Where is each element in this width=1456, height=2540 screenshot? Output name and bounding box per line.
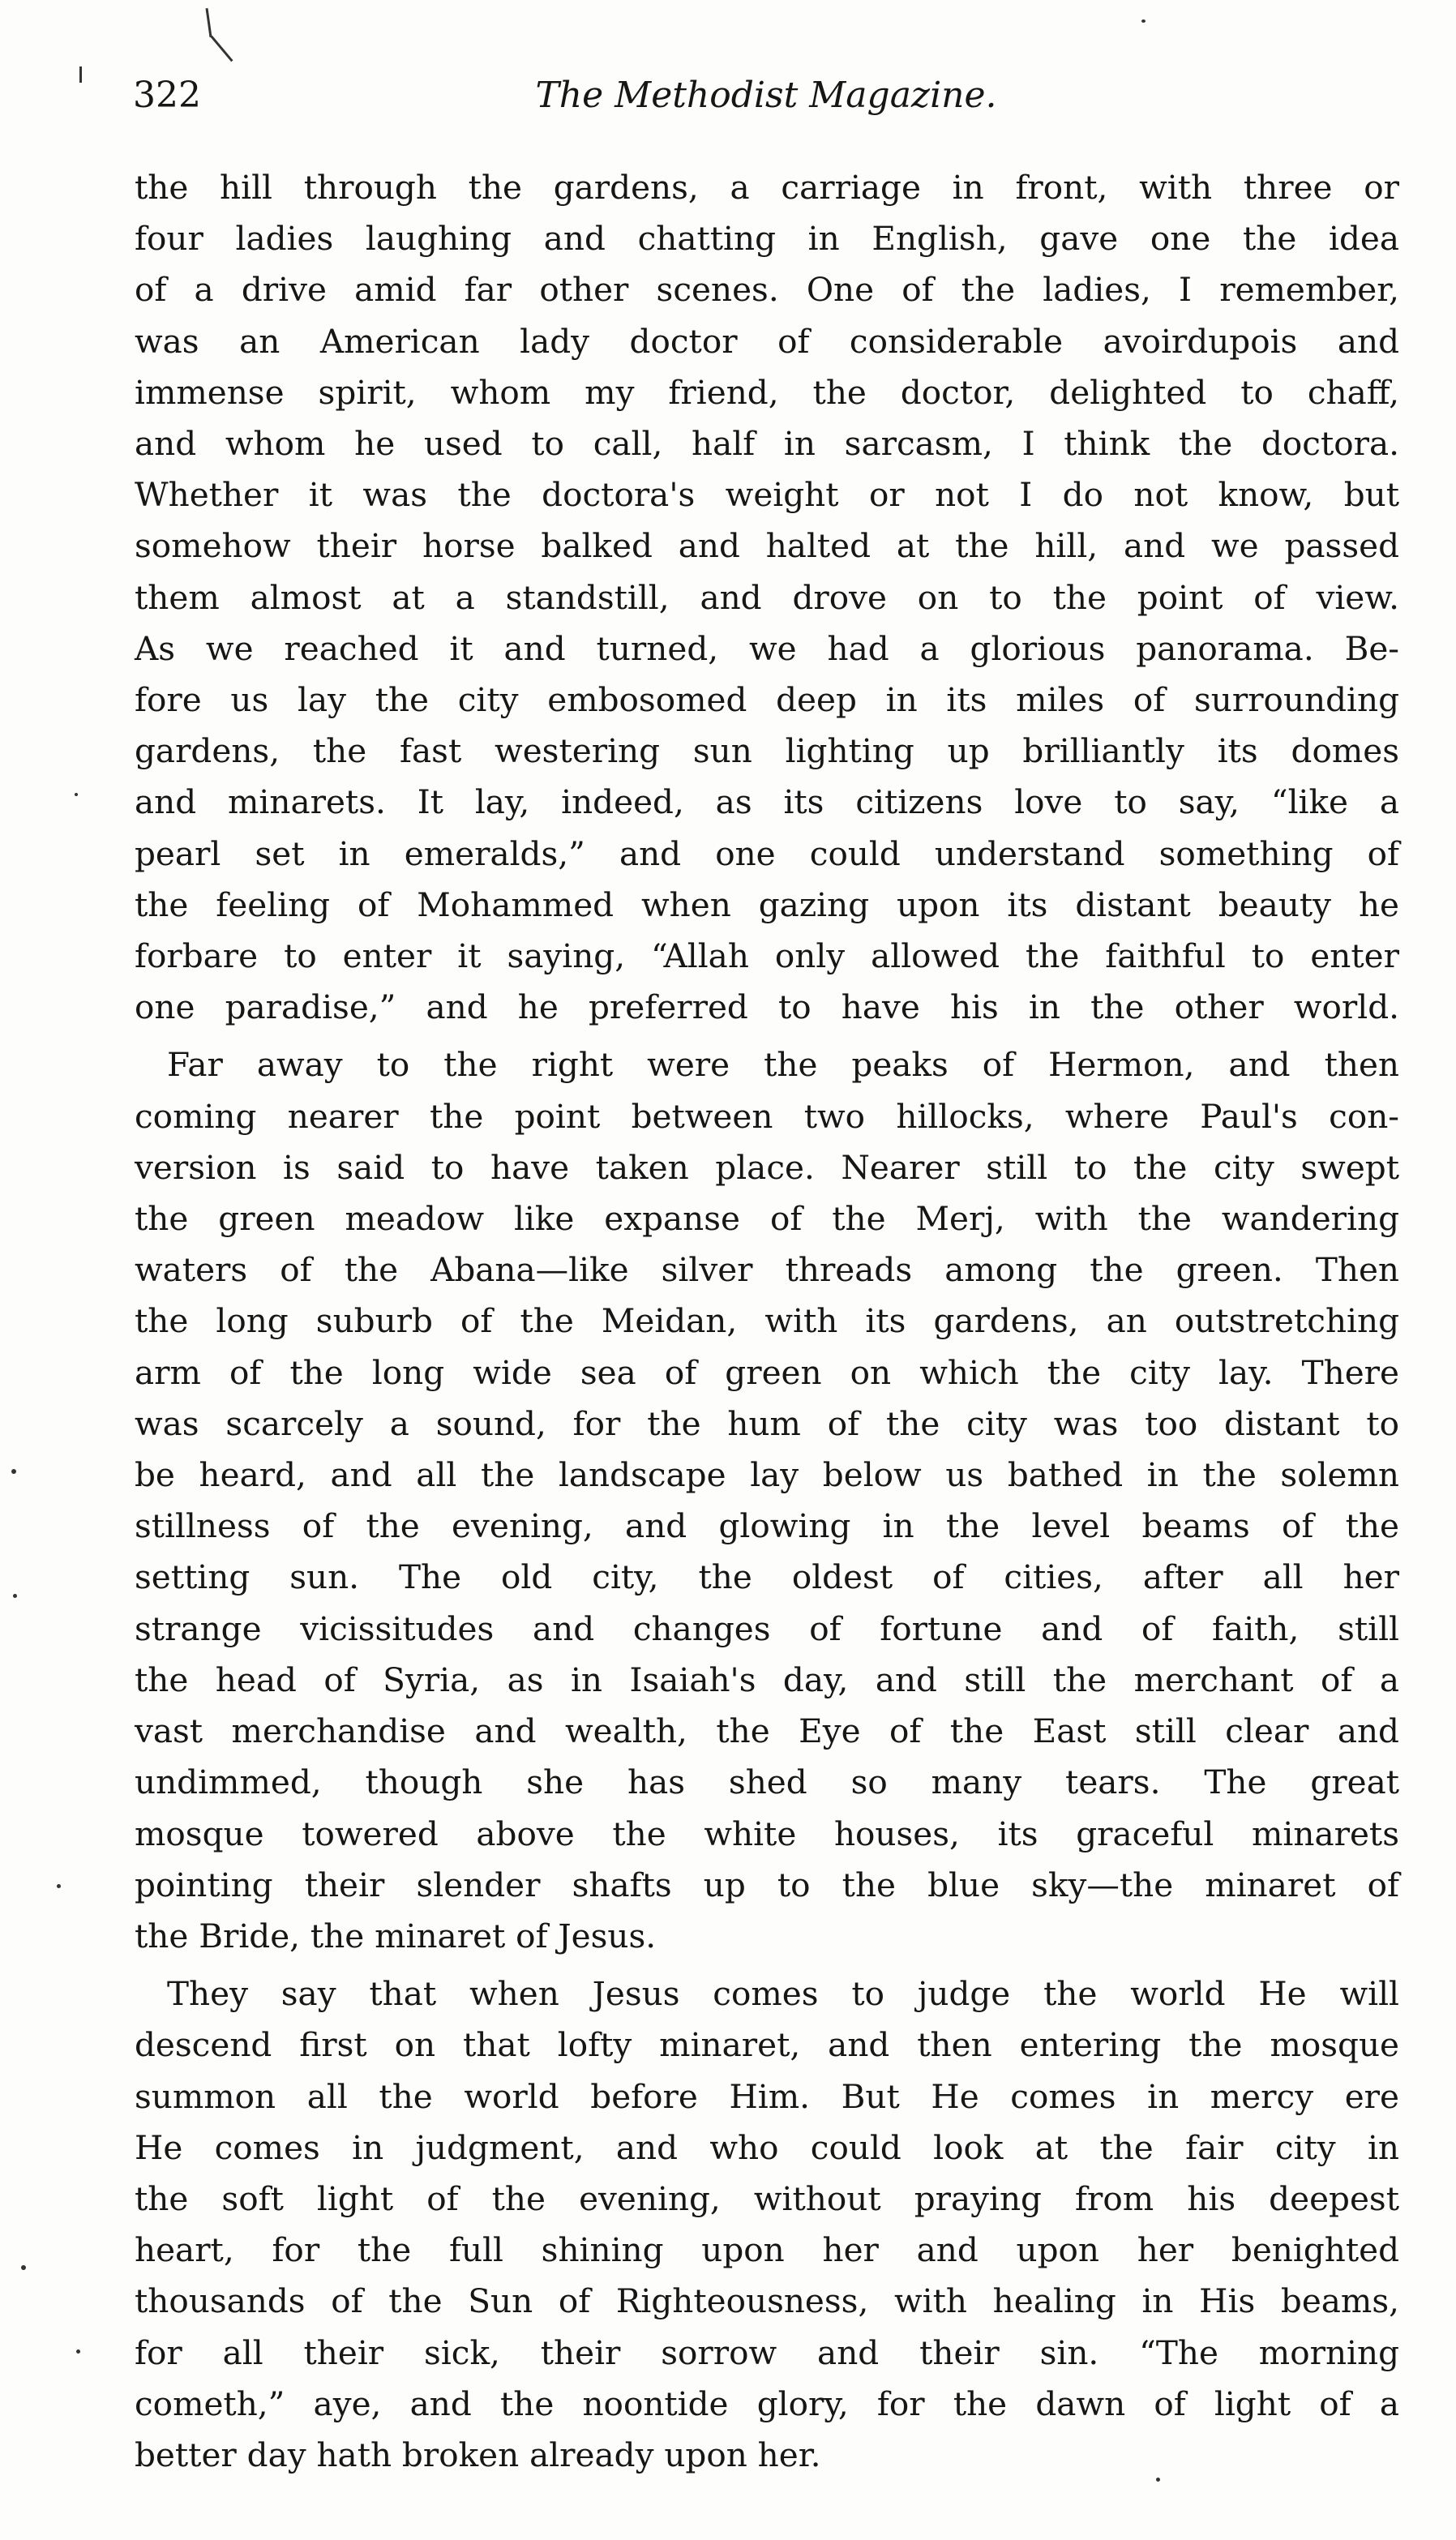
text-line: pointing their slender shafts up to the blue sky—the minaret of (135, 1865, 1399, 1904)
text-line: strange vicissitudes and changes of fortune and of faith, still (135, 1608, 1399, 1648)
text-line: the Bride, the minaret of Jesus. (135, 1916, 657, 1955)
text-line: forbare to enter it saying, “Allah only allowed the faithful to enter (135, 936, 1399, 976)
text-line: was scarcely a sound, for the hum of the city was too distant to (135, 1403, 1399, 1443)
text-line: version is said to have taken place. Nearer still to the city swept (135, 1147, 1399, 1187)
margin-speck (57, 1884, 61, 1888)
text-line: Whether it was the doctora's weight or not I do not know, but (135, 475, 1399, 515)
text-line: setting sun. The old city, the oldest of cities, after all her (135, 1557, 1399, 1597)
margin-speck (13, 1594, 17, 1598)
text-line: vast merchandise and wealth, the Eye of the East still clear and (135, 1711, 1399, 1751)
text-line: and minarets. It lay, indeed, as its citizens love to say, “like a (135, 782, 1399, 822)
margin-speck (75, 793, 78, 796)
text-line: for all their sick, their sorrow and their sin. “The morning (135, 2332, 1399, 2372)
text-line: summon all the world before Him. But He comes in mercy ere (135, 2076, 1399, 2116)
text-line: the head of Syria, as in Isaiah's day, and still the merchant of a (135, 1660, 1399, 1699)
text-line: cometh,” aye, and the noontide glory, for the dawn of light of a (135, 2384, 1399, 2423)
text-line: He comes in judgment, and who could look at the fair city in (135, 2127, 1399, 2167)
margin-mark (206, 8, 212, 37)
text-line: mosque towered above the white houses, its graceful minarets (135, 1814, 1399, 1853)
text-line: undimmed, though she has shed so many tears. The great (135, 1763, 1399, 1802)
paragraph-1 (135, 162, 1399, 1033)
margin-speck (76, 2349, 80, 2354)
text-line: the long suburb of the Meidan, with its gardens, an outstretching (135, 1301, 1399, 1341)
paragraph-2 (135, 1039, 1399, 1962)
text-line: was an American lady doctor of considerable avoirdupois and (135, 321, 1399, 361)
article-body (135, 162, 1399, 2481)
text-line: the green meadow like expanse of the Merj, with the wandering (135, 1199, 1399, 1239)
text-line: heart, for the full shining upon her and upon her benighted (135, 2230, 1399, 2270)
text-line: Far away to the right were the peaks of Hermon, and then (167, 1045, 1399, 1085)
page-header (130, 71, 1402, 120)
text-line: of a drive amid far other scenes. One of the ladies, I remember, (135, 270, 1399, 310)
running-title: The Methodist Magazine. (535, 75, 997, 116)
margin-mark (79, 66, 82, 83)
text-line: arm of the long wide sea of green on which the city lay. There (135, 1352, 1399, 1392)
text-line: four ladies laughing and chatting in English, gave one the idea (135, 219, 1399, 259)
text-line: better day hath broken already upon her. (135, 2435, 821, 2474)
text-line: the soft light of the evening, without praying from his deepest (135, 2178, 1399, 2218)
text-line: thousands of the Sun of Righteousness, with healing in His beams, (135, 2281, 1399, 2321)
text-line: descend first on that lofty minaret, and then entering the mosque (135, 2025, 1399, 2065)
text-line: somehow their horse balked and halted at the hill, and we passed (135, 526, 1399, 566)
text-line: one paradise,” and he preferred to have his in the other world. (135, 987, 1399, 1027)
margin-speck (21, 2265, 26, 2270)
text-line: be heard, and all the landscape lay below us bathed in the solemn (135, 1455, 1399, 1495)
margin-speck (1141, 19, 1146, 23)
text-line: them almost at a standstill, and drove on to the point of view. (135, 577, 1399, 617)
paragraph-3 (135, 1968, 1399, 2481)
margin-speck (11, 1469, 16, 1474)
text-line: stillness of the evening, and glowing in the level beams of the (135, 1506, 1399, 1546)
text-line: and whom he used to call, half in sarcasm, I think the doctora. (135, 424, 1399, 464)
text-line: fore us lay the city embosomed deep in its miles of surrounding (135, 680, 1399, 720)
text-line: waters of the Abana—like silver threads among the green. Then (135, 1250, 1399, 1290)
text-line: immense spirit, whom my friend, the doctor, delighted to chaff, (135, 372, 1399, 412)
text-line: gardens, the fast westering sun lighting up brilliantly its domes (135, 731, 1399, 771)
text-line: the feeling of Mohammed when gazing upon its distant beauty he (135, 885, 1399, 924)
text-line: coming nearer the point between two hillocks, where Paul's con- (135, 1096, 1399, 1136)
margin-mark (210, 36, 233, 62)
text-line: As we reached it and turned, we had a glorious panorama. Be- (135, 628, 1399, 668)
text-line: pearl set in emeralds,” and one could understand something of (135, 833, 1399, 873)
text-line: the hill through the gardens, a carriage in front, with three or (135, 168, 1399, 207)
text-line: They say that when Jesus comes to judge the world He will (167, 1974, 1399, 2014)
page-number: 322 (133, 75, 201, 116)
